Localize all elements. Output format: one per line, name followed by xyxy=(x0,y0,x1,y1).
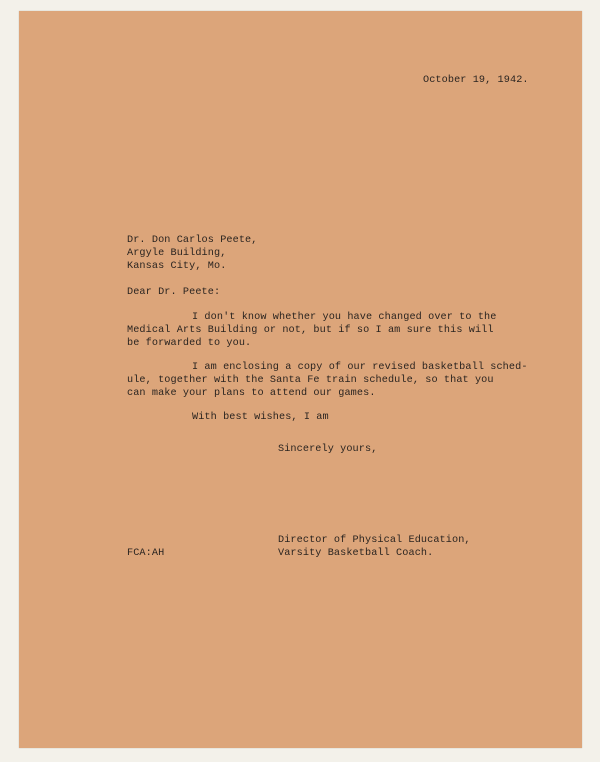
salutation: Dear Dr. Peete: xyxy=(127,287,221,298)
paragraph2-line1: I am enclosing a copy of our revised basketball sched- xyxy=(192,362,528,373)
paragraph1-line2: Medical Arts Building or not, but if so I am sure this will xyxy=(127,325,494,336)
paragraph1-line3: be forwarded to you. xyxy=(127,338,252,349)
recipient-city: Kansas City, Mo. xyxy=(127,261,227,272)
signature-title-2: Varsity Basketball Coach. xyxy=(278,548,434,559)
recipient-building: Argyle Building, xyxy=(127,248,227,259)
letter-date: October 19, 1942. xyxy=(423,75,529,86)
paragraph2-line2: ule, together with the Santa Fe train schedule, so that you xyxy=(127,375,494,386)
letter-paper xyxy=(19,11,582,748)
paragraph2-line3: can make your plans to attend our games. xyxy=(127,388,376,399)
recipient-name: Dr. Don Carlos Peete, xyxy=(127,235,258,246)
closing-line: With best wishes, I am xyxy=(192,412,329,423)
paragraph1-line1: I don't know whether you have changed over to the xyxy=(192,312,497,323)
complimentary-close: Sincerely yours, xyxy=(278,444,378,455)
signature-title-1: Director of Physical Education, xyxy=(278,535,471,546)
typist-initials: FCA:AH xyxy=(127,548,165,559)
